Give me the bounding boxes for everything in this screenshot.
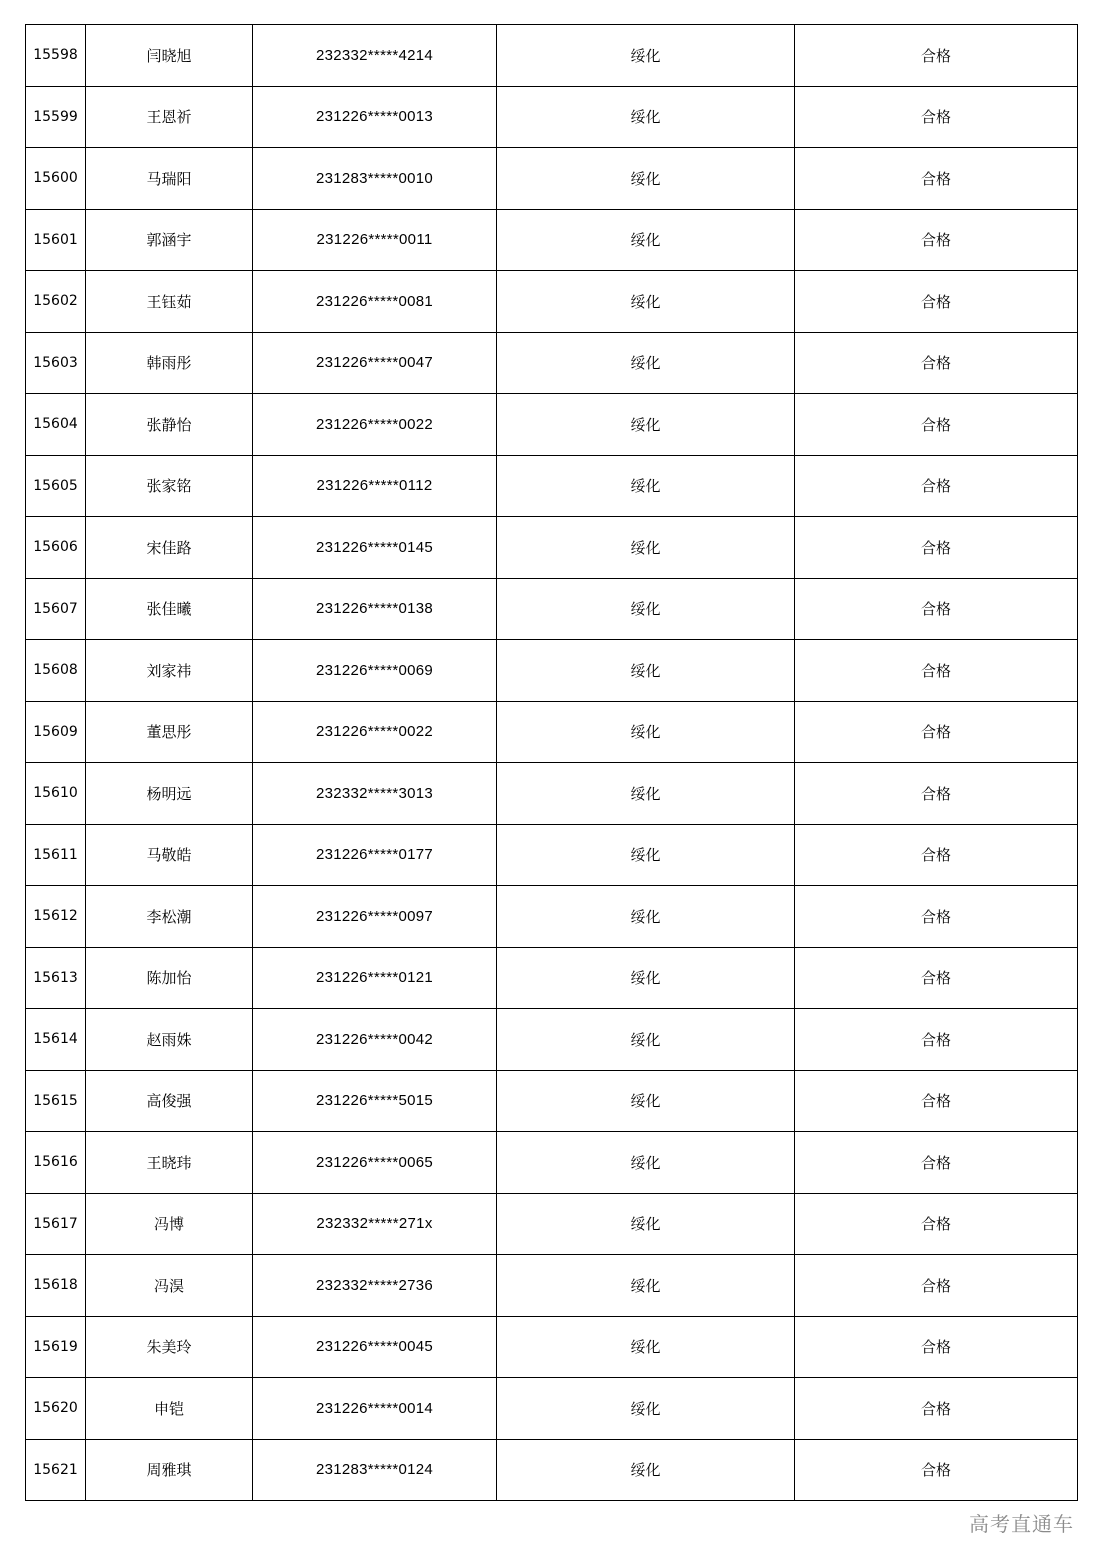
cell-location: 绥化 — [497, 1009, 795, 1071]
cell-location: 绥化 — [497, 1255, 795, 1317]
cell-number: 15603 — [26, 332, 86, 394]
cell-name: 韩雨彤 — [86, 332, 253, 394]
cell-number: 15606 — [26, 517, 86, 579]
cell-number: 15619 — [26, 1316, 86, 1378]
table-row — [26, 640, 1078, 702]
cell-id-number: 231226*****0138 — [253, 578, 497, 640]
cell-number: 15602 — [26, 271, 86, 333]
cell-number: 15614 — [26, 1009, 86, 1071]
cell-result: 合格 — [795, 640, 1078, 702]
cell-location: 绥化 — [497, 701, 795, 763]
cell-location: 绥化 — [497, 1316, 795, 1378]
cell-result: 合格 — [795, 1378, 1078, 1440]
cell-name: 杨明远 — [86, 763, 253, 825]
cell-location: 绥化 — [497, 271, 795, 333]
cell-id-number: 231226*****0013 — [253, 86, 497, 148]
cell-number: 15615 — [26, 1070, 86, 1132]
cell-id-number: 231226*****0045 — [253, 1316, 497, 1378]
cell-name: 申铠 — [86, 1378, 253, 1440]
cell-id-number: 232332*****271x — [253, 1193, 497, 1255]
cell-name: 高俊强 — [86, 1070, 253, 1132]
table-row — [26, 578, 1078, 640]
cell-result: 合格 — [795, 1255, 1078, 1317]
cell-number: 15616 — [26, 1132, 86, 1194]
cell-name: 董思彤 — [86, 701, 253, 763]
roster-table — [25, 24, 1078, 1501]
cell-name: 王恩祈 — [86, 86, 253, 148]
cell-id-number: 231226*****0069 — [253, 640, 497, 702]
cell-location: 绥化 — [497, 394, 795, 456]
cell-result: 合格 — [795, 1009, 1078, 1071]
table-row — [26, 209, 1078, 271]
table-row — [26, 1316, 1078, 1378]
cell-location: 绥化 — [497, 455, 795, 517]
cell-location: 绥化 — [497, 947, 795, 1009]
table-row — [26, 517, 1078, 579]
table-row — [26, 1378, 1078, 1440]
cell-result: 合格 — [795, 86, 1078, 148]
cell-result: 合格 — [795, 148, 1078, 210]
cell-name: 李松潮 — [86, 886, 253, 948]
table-row — [26, 947, 1078, 1009]
cell-result: 合格 — [795, 701, 1078, 763]
cell-result: 合格 — [795, 455, 1078, 517]
cell-result: 合格 — [795, 1316, 1078, 1378]
cell-id-number: 231226*****0011 — [253, 209, 497, 271]
table-row — [26, 1009, 1078, 1071]
cell-result: 合格 — [795, 1070, 1078, 1132]
cell-number: 15600 — [26, 148, 86, 210]
cell-result: 合格 — [795, 886, 1078, 948]
cell-name: 冯博 — [86, 1193, 253, 1255]
cell-id-number: 231283*****0124 — [253, 1439, 497, 1501]
cell-number: 15613 — [26, 947, 86, 1009]
cell-id-number: 231226*****0042 — [253, 1009, 497, 1071]
cell-name: 郭涵宇 — [86, 209, 253, 271]
table-row — [26, 1439, 1078, 1501]
cell-number: 15610 — [26, 763, 86, 825]
cell-number: 15598 — [26, 25, 86, 87]
cell-number: 15608 — [26, 640, 86, 702]
cell-name: 王晓玮 — [86, 1132, 253, 1194]
cell-location: 绥化 — [497, 1378, 795, 1440]
cell-location: 绥化 — [497, 517, 795, 579]
cell-number: 15601 — [26, 209, 86, 271]
cell-id-number: 232332*****2736 — [253, 1255, 497, 1317]
cell-id-number: 231226*****5015 — [253, 1070, 497, 1132]
cell-id-number: 231283*****0010 — [253, 148, 497, 210]
cell-id-number: 231226*****0022 — [253, 394, 497, 456]
cell-id-number: 231226*****0112 — [253, 455, 497, 517]
cell-location: 绥化 — [497, 86, 795, 148]
table-row — [26, 1255, 1078, 1317]
cell-number: 15611 — [26, 824, 86, 886]
cell-location: 绥化 — [497, 886, 795, 948]
table-row — [26, 1193, 1078, 1255]
cell-name: 陈加怡 — [86, 947, 253, 1009]
table-row — [26, 271, 1078, 333]
cell-result: 合格 — [795, 824, 1078, 886]
cell-id-number: 231226*****0022 — [253, 701, 497, 763]
cell-name: 张家铭 — [86, 455, 253, 517]
cell-result: 合格 — [795, 332, 1078, 394]
table-row — [26, 455, 1078, 517]
cell-result: 合格 — [795, 1439, 1078, 1501]
table-row — [26, 763, 1078, 825]
cell-result: 合格 — [795, 25, 1078, 87]
cell-name: 冯淏 — [86, 1255, 253, 1317]
cell-number: 15621 — [26, 1439, 86, 1501]
table-row — [26, 86, 1078, 148]
cell-id-number: 231226*****0145 — [253, 517, 497, 579]
cell-id-number: 231226*****0081 — [253, 271, 497, 333]
table-row — [26, 824, 1078, 886]
cell-location: 绥化 — [497, 1070, 795, 1132]
cell-number: 15612 — [26, 886, 86, 948]
cell-result: 合格 — [795, 271, 1078, 333]
cell-number: 15617 — [26, 1193, 86, 1255]
cell-location: 绥化 — [497, 763, 795, 825]
cell-number: 15604 — [26, 394, 86, 456]
cell-name: 朱美玲 — [86, 1316, 253, 1378]
cell-location: 绥化 — [497, 578, 795, 640]
cell-name: 周雅琪 — [86, 1439, 253, 1501]
cell-location: 绥化 — [497, 1132, 795, 1194]
cell-result: 合格 — [795, 947, 1078, 1009]
cell-name: 赵雨姝 — [86, 1009, 253, 1071]
cell-location: 绥化 — [497, 640, 795, 702]
cell-name: 王钰茹 — [86, 271, 253, 333]
cell-id-number: 231226*****0177 — [253, 824, 497, 886]
cell-id-number: 231226*****0097 — [253, 886, 497, 948]
cell-number: 15609 — [26, 701, 86, 763]
table-row — [26, 701, 1078, 763]
table-row — [26, 394, 1078, 456]
cell-result: 合格 — [795, 394, 1078, 456]
cell-location: 绥化 — [497, 1439, 795, 1501]
cell-number: 15605 — [26, 455, 86, 517]
table-row — [26, 25, 1078, 87]
cell-number: 15607 — [26, 578, 86, 640]
cell-name: 宋佳路 — [86, 517, 253, 579]
cell-number: 15599 — [26, 86, 86, 148]
table-row — [26, 332, 1078, 394]
cell-name: 张佳曦 — [86, 578, 253, 640]
cell-location: 绥化 — [497, 148, 795, 210]
cell-result: 合格 — [795, 578, 1078, 640]
cell-location: 绥化 — [497, 1193, 795, 1255]
cell-location: 绥化 — [497, 332, 795, 394]
cell-name: 马瑞阳 — [86, 148, 253, 210]
cell-result: 合格 — [795, 517, 1078, 579]
cell-id-number: 232332*****3013 — [253, 763, 497, 825]
cell-location: 绥化 — [497, 824, 795, 886]
cell-id-number: 231226*****0121 — [253, 947, 497, 1009]
cell-number: 15620 — [26, 1378, 86, 1440]
cell-name: 刘家祎 — [86, 640, 253, 702]
roster-body — [26, 25, 1078, 1501]
cell-id-number: 231226*****0065 — [253, 1132, 497, 1194]
table-row — [26, 1132, 1078, 1194]
cell-result: 合格 — [795, 1132, 1078, 1194]
cell-result: 合格 — [795, 763, 1078, 825]
cell-id-number: 231226*****0047 — [253, 332, 497, 394]
table-row — [26, 1070, 1078, 1132]
cell-location: 绥化 — [497, 209, 795, 271]
cell-location: 绥化 — [497, 25, 795, 87]
table-row — [26, 886, 1078, 948]
cell-name: 闫晓旭 — [86, 25, 253, 87]
cell-id-number: 232332*****4214 — [253, 25, 497, 87]
cell-id-number: 231226*****0014 — [253, 1378, 497, 1440]
cell-result: 合格 — [795, 209, 1078, 271]
cell-name: 马敬皓 — [86, 824, 253, 886]
watermark-text: 高考直通车 — [969, 1512, 1074, 1536]
table-row — [26, 148, 1078, 210]
cell-result: 合格 — [795, 1193, 1078, 1255]
cell-number: 15618 — [26, 1255, 86, 1317]
cell-name: 张静怡 — [86, 394, 253, 456]
